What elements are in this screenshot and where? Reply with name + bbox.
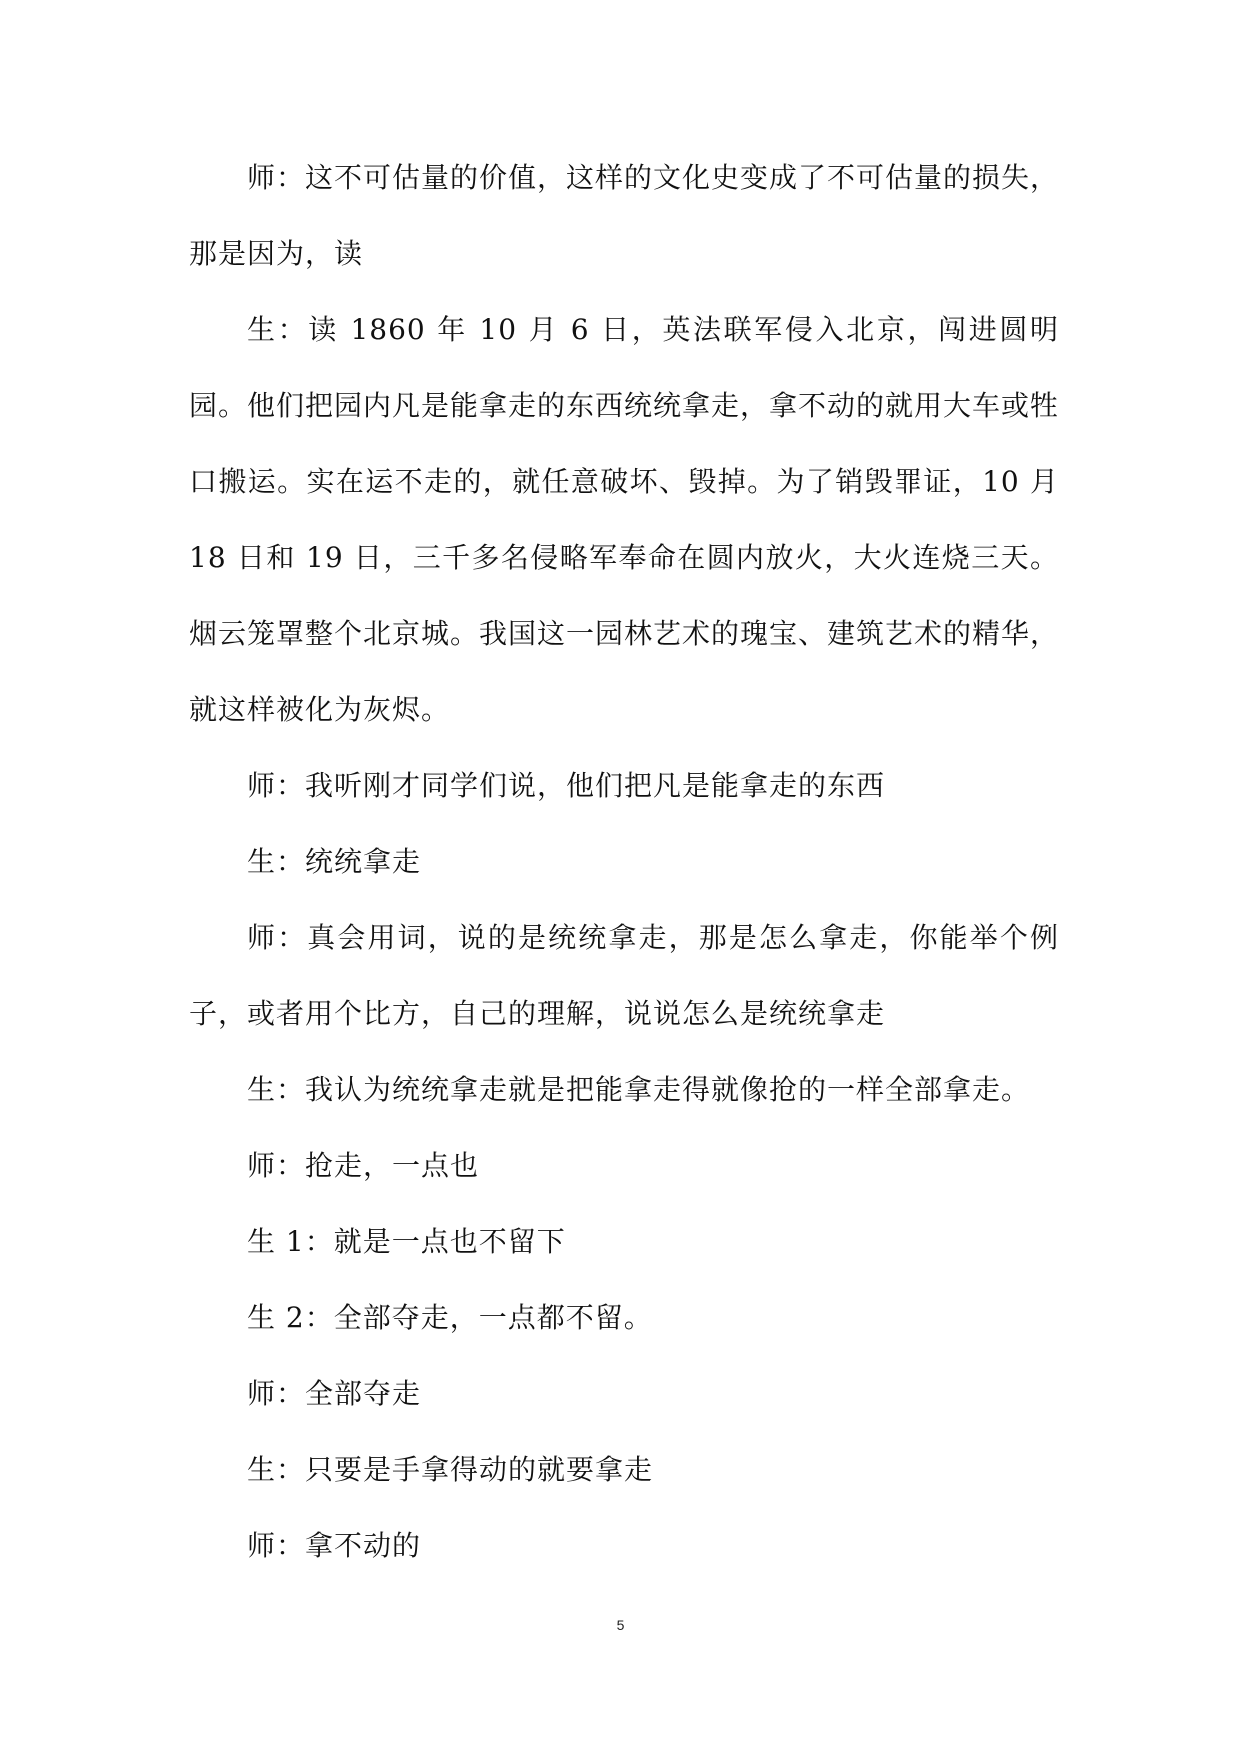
paragraph: 师：我听刚才同学们说，他们把凡是能拿走的东西 xyxy=(247,769,886,802)
paragraph: 师：抢走，一点也 xyxy=(247,1149,480,1182)
paragraph: 师：拿不动的 xyxy=(247,1529,422,1562)
paragraph: 师：真会用词，说的是统统拿走，那是怎么拿走，你能举个例子，或者用个比方，自己的理解，说说怎么是统统拿走 xyxy=(189,921,1059,1030)
paragraph: 生：读 1860 年 10 月 6 日，英法联军侵入北京，闯进圆明园。他们把园内凡是能拿走的东西统统拿走，拿不动的就用大车或牲口搬运。实在运不走的，就任意破坏、毁掉。为了销毁罪证，10 月 18 日和 19 日，三千多名侵略军奉命在圆内放火，大火连烧三天。烟云笼罩整个北京城。我国这一园林艺术的瑰宝、建筑艺术的精华，就这样被化为灰烬。 xyxy=(189,313,1060,726)
paragraph: 师：这不可估量的价值，这样的文化史变成了不可估量的损失，那是因为，读 xyxy=(189,161,1060,270)
paragraph: 生：我认为统统拿走就是把能拿走得就像抢的一样全部拿走。 xyxy=(247,1073,1031,1106)
paragraph: 生：统统拿走 xyxy=(247,845,422,878)
document-body xyxy=(189,140,1059,1584)
paragraph: 师：全部夺走 xyxy=(247,1377,422,1410)
page-number: 5 xyxy=(616,1617,625,1633)
paragraph: 生 2：全部夺走，一点都不留。 xyxy=(247,1301,653,1334)
paragraph: 生 1：就是一点也不留下 xyxy=(247,1225,566,1258)
paragraph: 生：只要是手拿得动的就要拿走 xyxy=(247,1453,654,1486)
